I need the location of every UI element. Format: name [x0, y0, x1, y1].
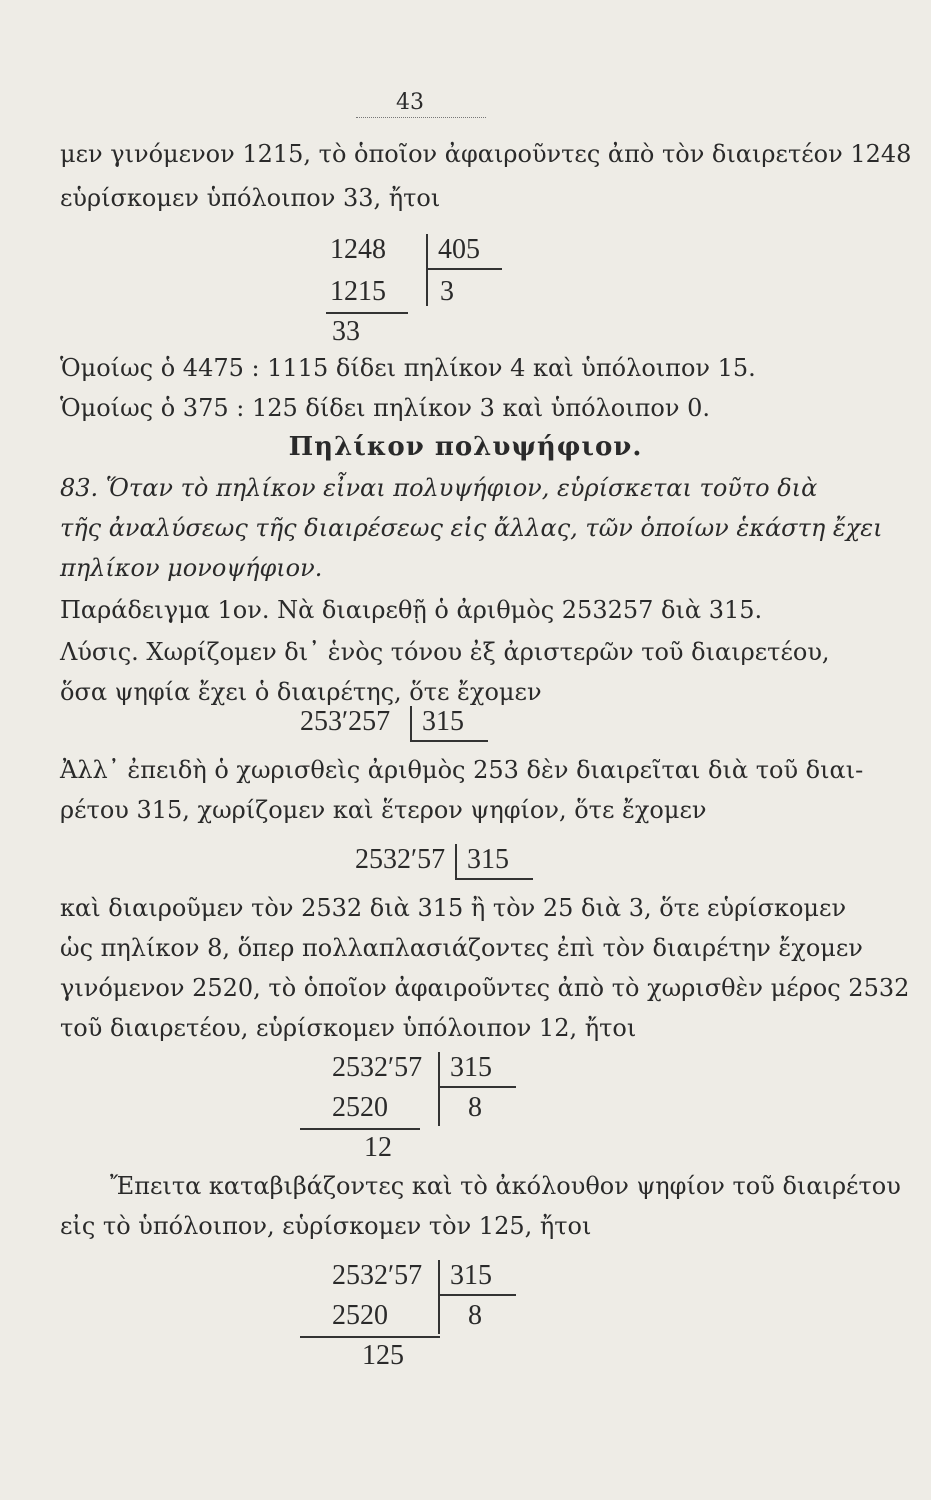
- division-3-vertical-bar: [455, 844, 457, 878]
- division-2-dividend: 253ʹ257: [300, 706, 391, 737]
- section-heading: Πηλίκον πολυψήφιον.: [288, 432, 643, 462]
- text-line-6: τῆς ἀναλύσεως τῆς διαιρέσεως εἰς ἄλλας, τῶν ὁποίων ἑκάστη ἔχει: [60, 514, 883, 542]
- division-4-remainder: 12: [364, 1132, 392, 1163]
- division-5-dividend: 2532ʹ57: [332, 1260, 423, 1291]
- division-1-remainder: 33: [332, 316, 360, 347]
- text-line-11: Ἀλλ᾽ ἐπειδὴ ὁ χωρισθεὶς ἀριθμὸς 253 δὲν διαιρεῖται διὰ τοῦ διαι-: [60, 756, 864, 784]
- division-1-quotient-bar: [426, 268, 502, 270]
- text-line-8: Παράδειγμα 1ον. Νὰ διαιρεθῇ ὁ ἀριθμὸς 253257 διὰ 315.: [60, 596, 763, 624]
- division-1: [320, 232, 540, 352]
- division-4-quotient-bar: [438, 1086, 516, 1088]
- division-4: [300, 1050, 560, 1170]
- division-4-divisor: 315: [450, 1052, 492, 1083]
- division-3-dividend: 2532ʹ57: [355, 844, 446, 875]
- division-2-vertical-bar: [410, 706, 412, 740]
- page-number-rule: [356, 117, 486, 118]
- page-number: 43: [396, 90, 424, 115]
- division-1-vertical-bar: [426, 234, 428, 306]
- division-3: [355, 838, 575, 882]
- division-5-quotient: 8: [468, 1300, 482, 1331]
- text-line-12: ρέτου 315, χωρίζομεν καὶ ἕτερον ψηφίον, ὅτε ἔχομεν: [60, 796, 707, 824]
- text-line-13: καὶ διαιροῦμεν τὸν 2532 διὰ 315 ἢ τὸν 25 διὰ 3, ὅτε εὑρίσκομεν: [60, 894, 847, 922]
- text-line-18: εἰς τὸ ὑπόλοιπον, εὑρίσκομεν τὸν 125, ἤτοι: [60, 1212, 592, 1240]
- division-5-remainder: 125: [362, 1340, 404, 1371]
- division-4-product: 2520: [332, 1092, 388, 1123]
- text-line-5: 83. Ὅταν τὸ πηλίκον εἶναι πολυψήφιον, εὑρίσκεται τοῦτο διὰ: [60, 474, 818, 502]
- division-5-quotient-bar: [438, 1294, 516, 1296]
- division-4-subtract-bar: [300, 1128, 420, 1130]
- division-3-divisor: 315: [467, 844, 509, 875]
- division-1-dividend: 1248: [330, 234, 386, 265]
- text-line-15: γινόμενον 2520, τὸ ὁποῖον ἀφαιροῦντες ἀπὸ τὸ χωρισθὲν μέρος 2532: [60, 974, 910, 1002]
- division-4-dividend: 2532ʹ57: [332, 1052, 423, 1083]
- text-line-10: ὅσα ψηφία ἔχει ὁ διαιρέτης, ὅτε ἔχομεν: [60, 678, 542, 706]
- text-line-14: ὡς πηλίκον 8, ὅπερ πολλαπλασιάζοντες ἐπὶ τὸν διαιρέτην ἔχομεν: [60, 934, 863, 962]
- division-1-product: 1215: [330, 276, 386, 307]
- text-line-16: τοῦ διαιρετέου, εὑρίσκομεν ὑπόλοιπον 12, ἤτοι: [60, 1014, 637, 1042]
- division-1-quotient: 3: [440, 276, 454, 307]
- text-line-3: Ὁμοίως ὁ 4475 : 1115 δίδει πηλίκον 4 καὶ ὑπόλοιπον 15.: [60, 354, 756, 382]
- division-1-subtract-bar: [326, 312, 408, 314]
- division-4-quotient: 8: [468, 1092, 482, 1123]
- text-line-7: πηλίκον μονοψήφιον.: [60, 554, 323, 582]
- division-5: [300, 1258, 560, 1378]
- text-line-17: Ἔπειτα καταβιβάζοντες καὶ τὸ ἀκόλουθον ψηφίον τοῦ διαιρέτου: [110, 1172, 901, 1200]
- division-2-divisor: 315: [422, 706, 464, 737]
- text-line-4: Ὁμοίως ὁ 375 : 125 δίδει πηλίκον 3 καὶ ὑπόλοιπον 0.: [60, 394, 710, 422]
- text-line-2: εὑρίσκομεν ὑπόλοιπον 33, ἤτοι: [60, 184, 441, 212]
- division-1-divisor: 405: [438, 234, 480, 265]
- division-2: [300, 700, 520, 744]
- text-line-1: μεν γινόμενον 1215, τὸ ὁποῖον ἀφαιροῦντες ἀπὸ τὸν διαιρετέον 1248: [60, 140, 912, 168]
- division-5-divisor: 315: [450, 1260, 492, 1291]
- text-line-9: Λύσις. Χωρίζομεν δι᾽ ἑνὸς τόνου ἐξ ἀριστερῶν τοῦ διαιρετέου,: [60, 638, 830, 666]
- division-5-product: 2520: [332, 1300, 388, 1331]
- division-5-vertical-bar: [438, 1260, 440, 1334]
- division-3-quotient-bar: [455, 878, 533, 880]
- division-4-vertical-bar: [438, 1052, 440, 1126]
- division-5-subtract-bar: [300, 1336, 440, 1338]
- division-2-quotient-bar: [410, 740, 488, 742]
